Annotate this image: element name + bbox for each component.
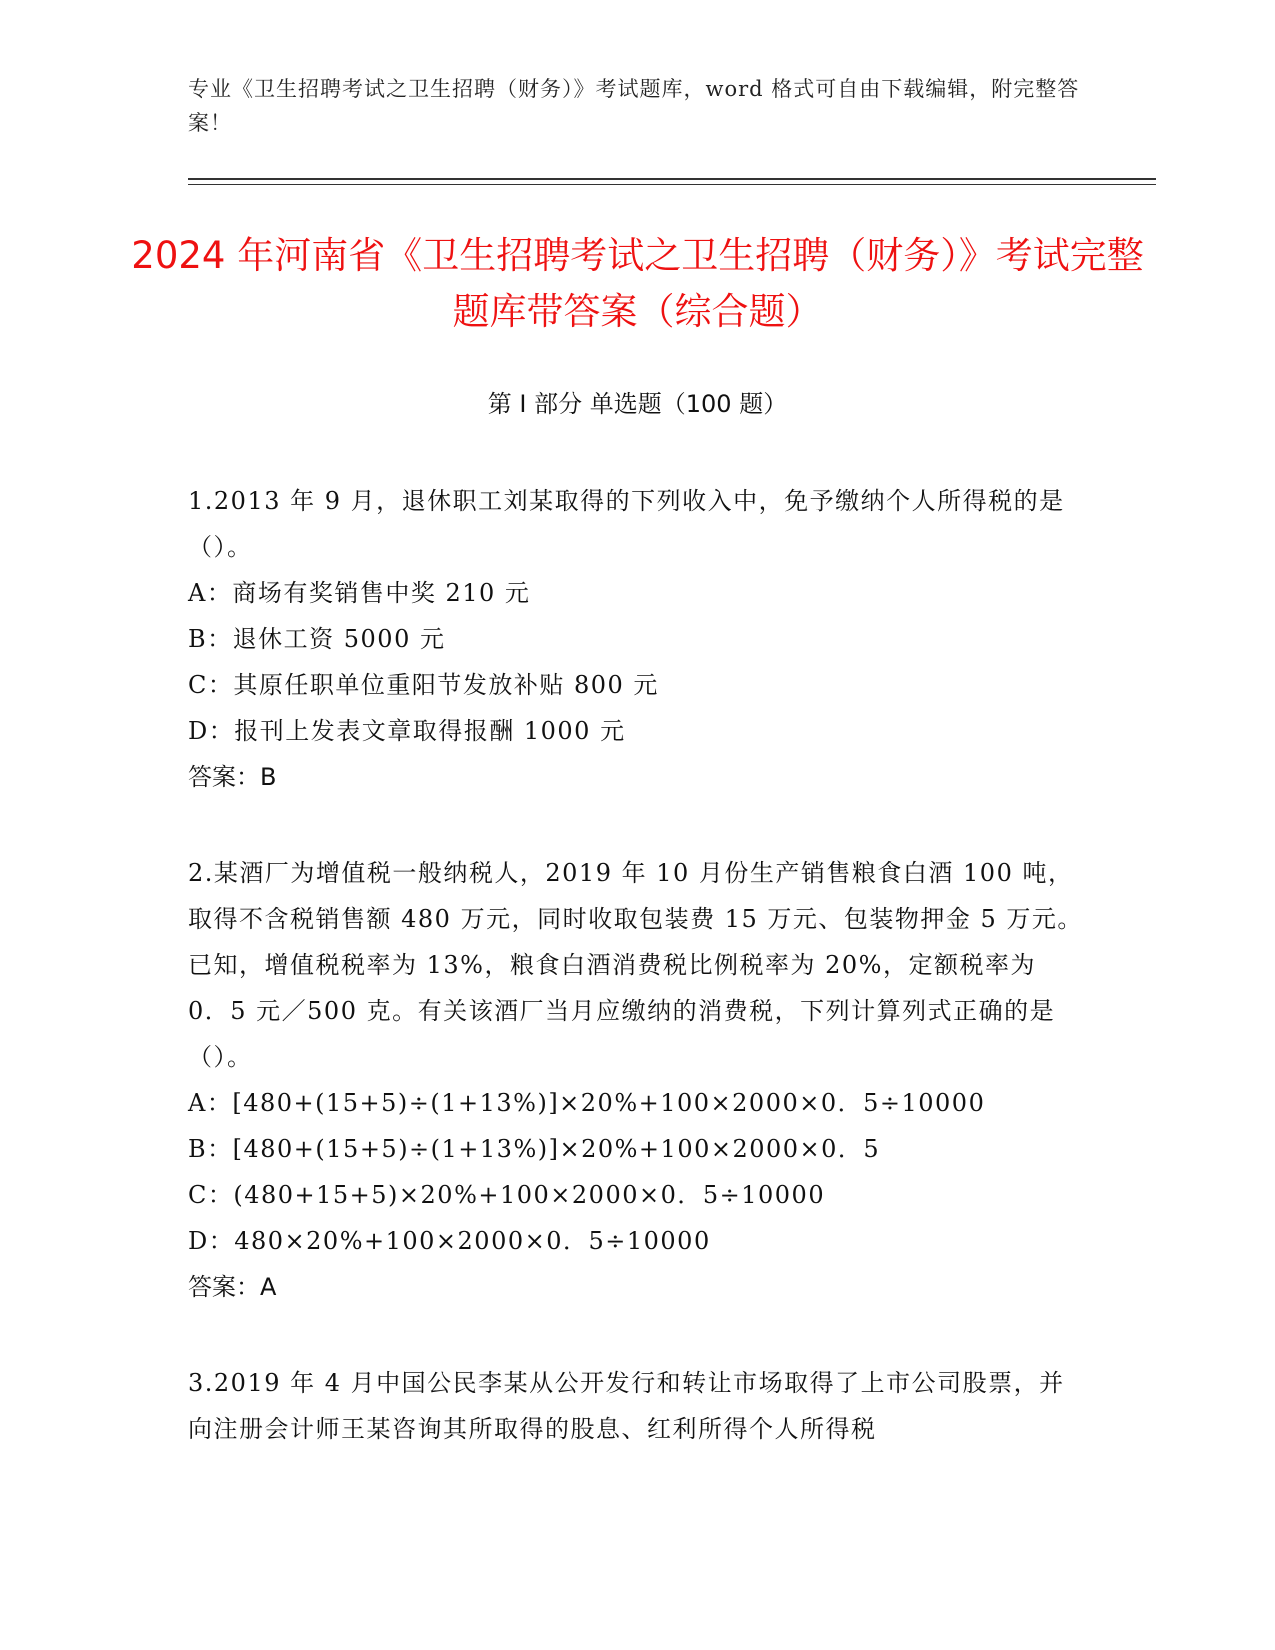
answer-line: 答案：B [188, 763, 277, 791]
question-stem: 1.2013 年 9 月，退休职工刘某取得的下列收入中，免予缴纳个人所得税的是（）。 [188, 487, 1065, 561]
option-d: D：报刊上发表文章取得报酬 1000 元 [188, 717, 626, 745]
option-c: C：(480+15+5)×20%+100×2000×0．5÷10000 [188, 1181, 826, 1209]
document-title: 2024 年河南省《卫生招聘考试之卫生招聘（财务）》考试完整题库带答案（综合题） [131, 234, 1144, 333]
header-rule-thick [188, 178, 1156, 180]
option-b: B：退休工资 5000 元 [188, 625, 446, 653]
option-a: A：[480+(15+5)÷(1+13%)]×20%+100×2000×0．5÷10000 [188, 1089, 986, 1117]
header-rule-thin [188, 184, 1156, 185]
question-list [188, 478, 1083, 1502]
option-a: A：商场有奖销售中奖 210 元 [188, 579, 531, 607]
answer-line: 答案：A [188, 1273, 277, 1301]
question-stem: 3.2019 年 4 月中国公民李某从公开发行和转让市场取得了上市公司股票，并向注册会计师王某咨询其所取得的股息、红利所得个人所得税 [188, 1369, 1065, 1443]
option-c: C：其原任职单位重阳节发放补贴 800 元 [188, 671, 659, 699]
question-3 [188, 1360, 1083, 1452]
question-stem: 2.某酒厂为增值税一般纳税人，2019 年 10 月份生产销售粮食白酒 100 吨，取得不含税销售额 480 万元，同时收取包装费 15 万元、包装物押金 5 万元。已知，增值税税率为 13%，粮食白酒消费税比例税率为 20%，定额税率为 0．5 元／500 克。有关该酒厂当月应缴纳的消费税，下列计算列式正确的是（）。 [188, 859, 1083, 1071]
question-2 [188, 850, 1083, 1310]
option-d: D：480×20%+100×2000×0．5÷10000 [188, 1227, 711, 1255]
question-1 [188, 478, 1083, 800]
header-note: 专业《卫生招聘考试之卫生招聘（财务）》考试题库，word 格式可自由下载编辑，附完整答案！ [188, 77, 1080, 135]
option-b: B：[480+(15+5)÷(1+13%)]×20%+100×2000×0．5 [188, 1135, 881, 1163]
section-heading: 第 I 部分 单选题（100 题） [487, 390, 788, 418]
